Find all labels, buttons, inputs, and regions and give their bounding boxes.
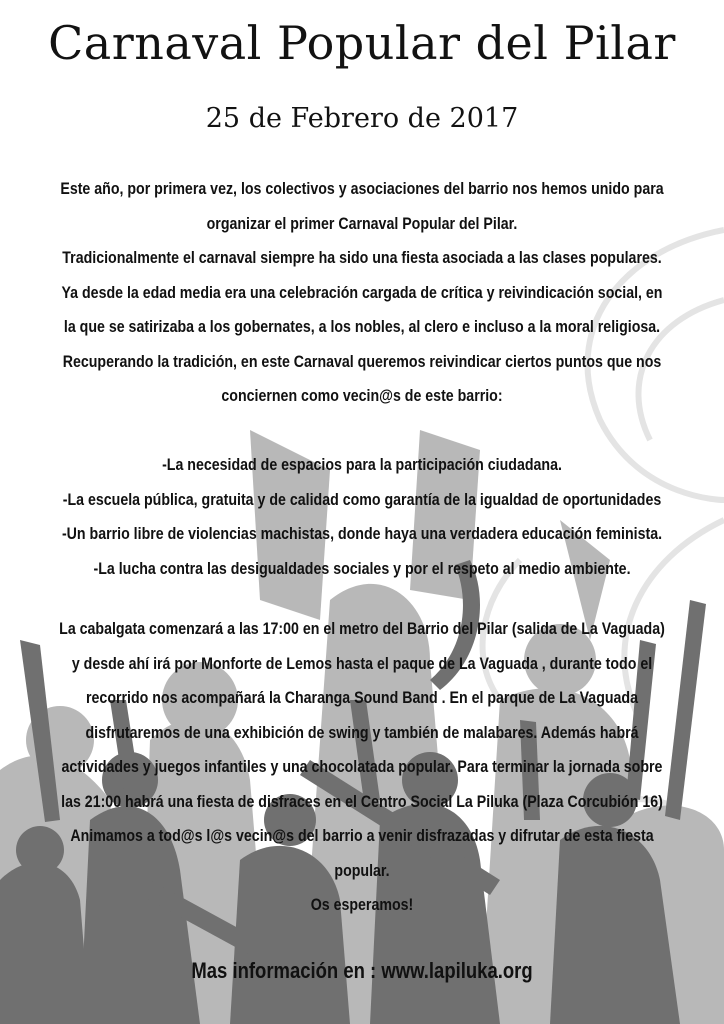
- demands-list: [56, 448, 668, 586]
- event-date: 25 de Febrero de 2017: [205, 103, 519, 134]
- poster-title: Carnaval Popular del Pilar: [48, 16, 676, 70]
- demand-item: -La lucha contra las desigualdades sociales y por el respeto al medio ambiente.: [93, 559, 631, 578]
- demand-item: -La escuela pública, gratuita y de calidad como garantía de la igualdad de oportunidades: [62, 490, 662, 509]
- details-line: las 21:00 habrá una fiesta de disfraces en el Centro Social La Piluka (Plaza Corcubión 16): [61, 792, 663, 811]
- demand-item: -La necesidad de espacios para la participación ciudadana.: [162, 456, 562, 474]
- intro-line: organizar el primer Carnaval Popular del Pilar.: [206, 214, 518, 233]
- details-line: actividades y juegos infantiles y una chocolatada popular. Para terminar la jornada sobre: [61, 758, 663, 776]
- event-details-paragraph: [56, 612, 668, 923]
- details-line: y desde ahí irá por Monforte de Lemos hasta el paque de La Vaguada , durante todo el: [71, 654, 653, 673]
- intro-line: Este año, por primera vez, los colectivos y asociaciones del barrio nos hemos unido para: [60, 180, 664, 198]
- intro-line: Tradicionalmente el carnaval siempre ha sido una fiesta asociada a las clases populares.: [62, 249, 662, 267]
- details-line: popular.: [334, 861, 390, 880]
- details-line: Animamos a tod@s l@s vecin@s del barrio a venir disfrazadas y difrutar de esta fiesta: [70, 827, 654, 845]
- intro-line: conciernen como vecin@s de este barrio:: [221, 387, 503, 405]
- more-info-text: Mas información en : www.lapiluka.org: [191, 958, 533, 983]
- details-line: recorrido nos acompañará la Charanga Sound Band . En el parque de La Vaguada: [86, 689, 638, 707]
- intro-paragraph: [56, 172, 668, 414]
- details-line: disfrutaremos de una exhibición de swing y también de malabares. Además habrá: [85, 723, 639, 742]
- details-line: La cabalgata comenzará a las 17:00 en el metro del Barrio del Pilar (salida de La Vaguada): [59, 620, 665, 638]
- intro-line: Ya desde la edad media era una celebración cargada de crítica y reivindicación social, en: [61, 283, 663, 302]
- intro-line: la que se satirizaba a los gobernates, a los nobles, al clero e incluso a la moral religiosa.: [63, 318, 661, 336]
- intro-line: Recuperando la tradición, en este Carnaval queremos reivindicar ciertos puntos que nos: [62, 352, 662, 371]
- details-line: Os esperamos!: [310, 896, 414, 914]
- demand-item: -Un barrio libre de violencias machistas, donde haya una verdadera educación feminista.: [61, 525, 663, 543]
